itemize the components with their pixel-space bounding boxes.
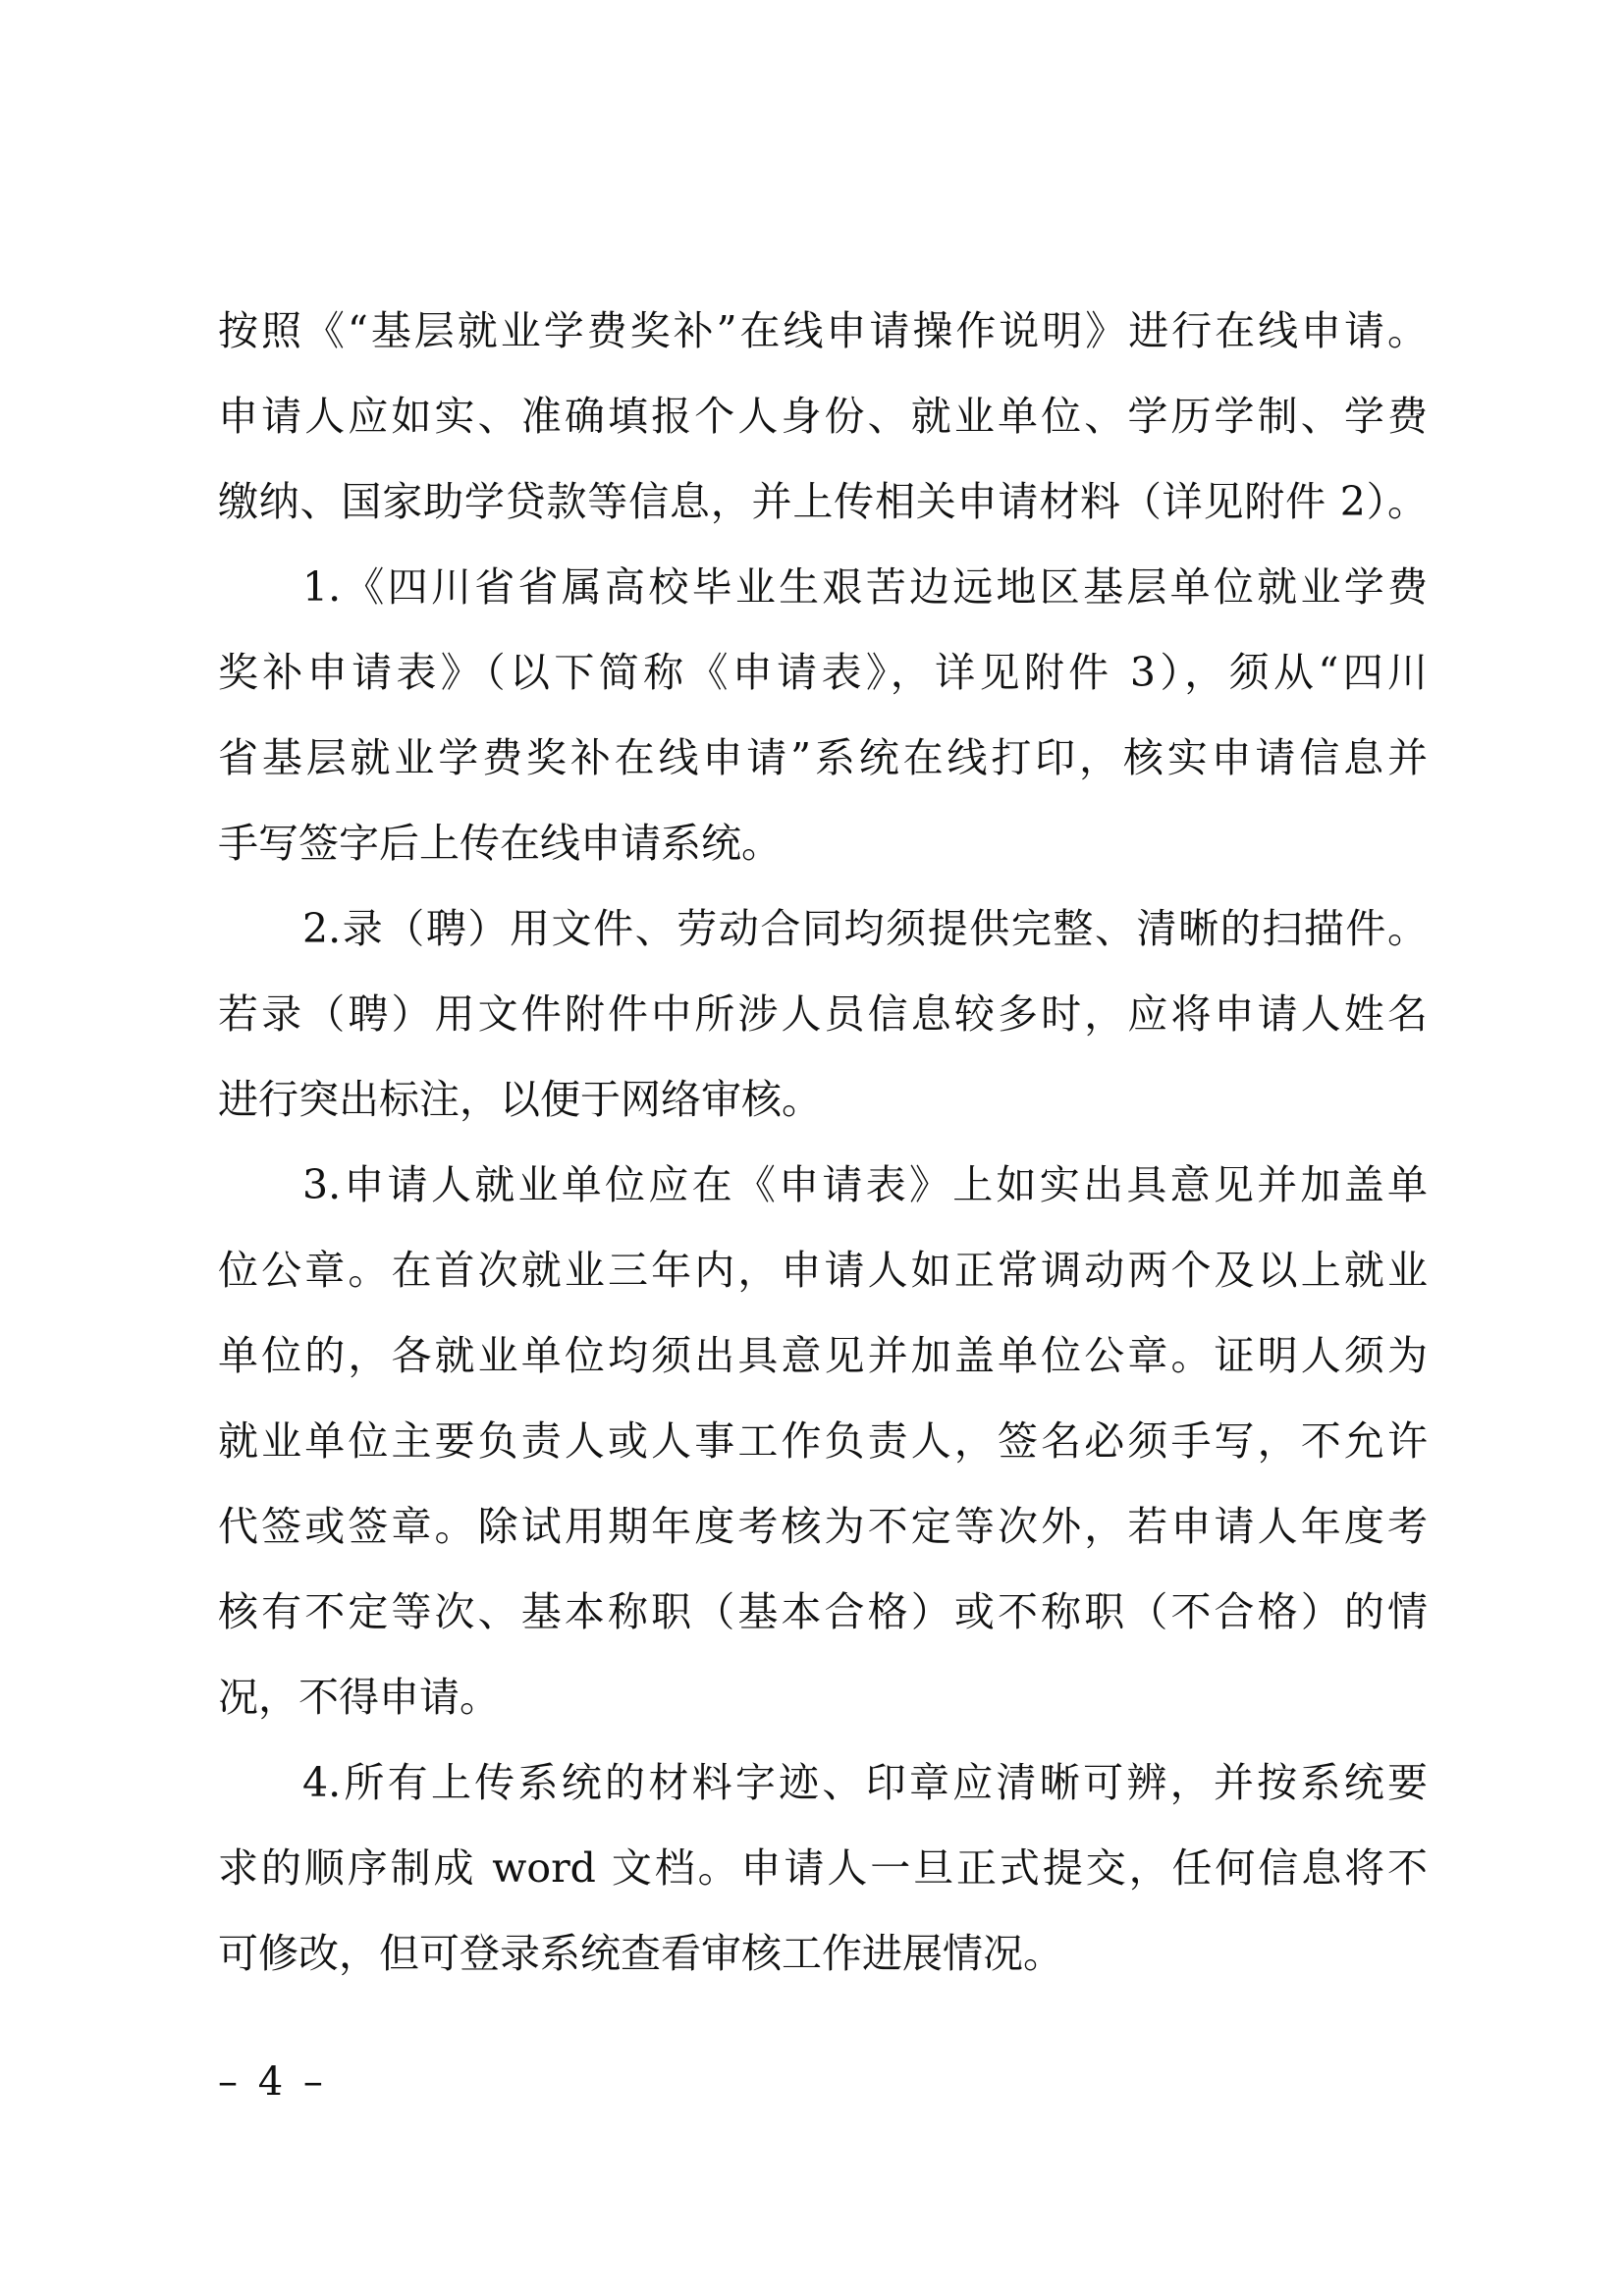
- page-number: – 4 –: [218, 2059, 327, 2105]
- text-line: 按照《“基层就业学费奖补”在线申请操作说明》进行在线申请。: [218, 307, 1428, 354]
- text-line: 申请人应如实、准确填报个人身份、就业单位、学历学制、学费: [218, 393, 1428, 440]
- text-line: 况，不得申请。: [218, 1674, 500, 1721]
- text-line: 缴纳、国家助学贷款等信息，并上传相关申请材料（详见附件 2）。: [218, 478, 1428, 525]
- text-line: 3.申请人就业单位应在《申请表》上如实出具意见并加盖单: [302, 1161, 1428, 1208]
- text-line: 可修改，但可登录系统查看审核工作进展情况。: [218, 1930, 1063, 1977]
- text-line: 若录（聘）用文件附件中所涉人员信息较多时，应将申请人姓名: [218, 990, 1428, 1038]
- text-line: 代签或签章。除试用期年度考核为不定等次外，若申请人年度考: [218, 1503, 1428, 1550]
- text-line: 2.录（聘）用文件、劳动合同均须提供完整、清晰的扫描件。: [302, 905, 1428, 952]
- text-line: 核有不定等次、基本称职（基本合格）或不称职（不合格）的情: [218, 1588, 1428, 1635]
- text-line: 单位的，各就业单位均须出具意见并加盖单位公章。证明人须为: [218, 1332, 1428, 1379]
- text-line: 进行突出标注，以便于网络审核。: [218, 1076, 822, 1123]
- text-line: 4.所有上传系统的材料字迹、印章应清晰可辨，并按系统要: [302, 1759, 1428, 1806]
- text-line: 位公章。在首次就业三年内，申请人如正常调动两个及以上就业: [218, 1247, 1428, 1294]
- text-line: 奖补申请表》（以下简称《申请表》，详见附件 3），须从“四川: [218, 649, 1428, 696]
- text-line: 手写签字后上传在线申请系统。: [218, 820, 782, 867]
- text-line: 省基层就业学费奖补在线申请”系统在线打印，核实申请信息并: [218, 734, 1428, 781]
- text-line: 1.《四川省省属高校毕业生艰苦边远地区基层单位就业学费: [302, 563, 1428, 611]
- text-line: 就业单位主要负责人或人事工作负责人，签名必须手写，不允许: [218, 1417, 1428, 1465]
- text-line: 求的顺序制成 word 文档。申请人一旦正式提交，任何信息将不: [218, 1844, 1428, 1892]
